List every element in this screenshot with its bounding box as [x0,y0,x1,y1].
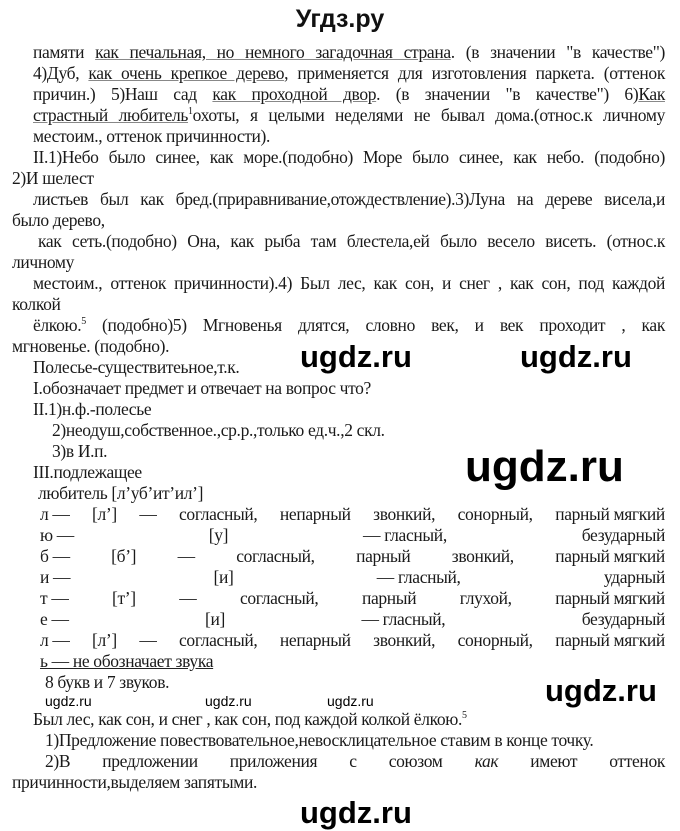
phonetic-cell: безударный [581,609,665,629]
phonetic-cell: [л’] [92,630,117,650]
phonetic-cell: — [177,546,195,566]
text-line: было дерево, [12,210,105,230]
phonetic-cell: ю — [40,525,74,545]
phonetic-row [40,588,665,609]
text-line: II.1)Небо было синее, как море.(подобно) Море было синее, как небо. (подобно) [33,147,665,167]
phonetic-cell: парный [356,546,411,566]
phonetic-cell: согласный, [179,630,258,650]
phonetic-cell: сонорный, [457,630,533,650]
text-line: 8 букв и 7 звуков. [45,672,170,692]
phonetic-cell: безударный [581,525,665,545]
phonetic-cell: [б’] [111,546,137,566]
text-line: 2)И шелест [12,168,94,188]
text-line: I.обозначает предмет и отвечает на вопрос что? [33,378,371,398]
phonetic-cell: е — [40,609,69,629]
phonetic-cell: — гласный, [376,567,461,587]
phonetic-cell: парный мягкий [555,546,665,566]
phonetic-cell: [т’] [112,588,136,608]
phonetic-cell: [и] [205,609,226,629]
phonetic-row [40,609,665,630]
text-line: 2)В предложении приложения с союзом как имеют оттенок [45,751,665,771]
watermark: ugdz.ru [45,693,92,709]
text-line: личному [12,252,75,272]
phonetic-cell: [л’] [92,504,117,524]
text-line: причинности,выделяем запятыми. [12,772,257,792]
phonetic-cell: звонкий, [451,546,514,566]
phonetic-cell: — [179,588,197,608]
phonetic-cell: — гласный, [361,609,446,629]
text-line: как сеть.(подобно) Она, как рыба там блестела,ей было весело висеть. (относ.к [38,231,665,251]
phonetic-cell: [у] [208,525,229,545]
text-line: местоим., оттенок причинности). [33,126,271,146]
phonetic-cell: звонкий, [373,504,436,524]
text-line: колкой [12,294,61,314]
phonetic-cell: парный мягкий [555,504,665,524]
text-line: листьев был как бред.(приравнивание,отождествление).3)Луна на дереве висела,и [33,189,665,209]
phonetic-cell: согласный, [179,504,258,524]
phonetic-row [40,504,665,525]
phonetic-cell: парный [361,588,417,608]
phonetic-row [40,546,665,567]
text-line: памяти как печальная, но немного загадочная страна. (в значении "в качестве") [33,42,665,62]
phonetic-cell: — [139,504,157,524]
phonetic-cell: звонкий, [373,630,436,650]
text-line: 1)Предложение повествовательное,невосклицательное ставим в конце точку. [45,730,594,750]
phonetic-cell: непарный [279,504,351,524]
phonetic-cell: парный мягкий [555,588,665,608]
phonetic-cell: парный мягкий [555,630,665,650]
watermark: ugdz.ru [327,693,374,709]
text-line: Полесье-существитеьное,т.к. [33,357,240,377]
text-line: Был лес, как сон, и снег , как сон, под каждой колкой ёлкою.$^5$ [33,709,467,729]
text-line: мгновенье. (подобно). [12,336,170,356]
phonetic-cell: — [139,630,157,650]
text-line: ь — не обозначает звука [40,651,214,671]
text-line: местоим., оттенок причинности).4) Был лес, как сон, и снег , как сон, под каждой [33,273,665,293]
text-line: II.1)н.ф.-полесье [33,399,152,419]
text-line: 3)в И.п. [52,441,108,461]
watermark: ugdz.ru [520,339,632,374]
watermark: ugdz.ru [205,693,252,709]
phonetic-cell: согласный, [239,588,319,608]
phonetic-cell: и — [40,567,71,587]
watermark: ugdz.ru [300,339,412,374]
phonetic-row [40,567,665,588]
phonetic-cell: б — [40,546,70,566]
text-line: ёлкою.$^5$ (подобно)5) Мгновенья длятся, словно век, и век проходит , как [33,315,665,335]
text-line: 2)неодуш,собственное.,ср.р.,только ед.ч.,2 скл. [52,420,385,440]
phonetic-row [40,525,665,546]
watermark: ugdz.ru [300,795,412,830]
phonetic-cell: — гласный, [363,525,447,545]
text-line: страстный любитель$^1$охоты, я целыми неделями не бывал дома.(относ.к личному [33,105,665,125]
phonetic-row [40,630,665,651]
watermark: ugdz.ru [545,673,657,708]
text-line: 4)Дуб, как очень крепкое дерево, применяется для изготовления паркета. (оттенок [33,63,665,83]
text-line: причин.) 5)Наш сад как проходной двор. (в значении "в качестве") 6)Как [33,84,665,104]
text-line: любитель [л’уб’ит’ил’] [38,483,204,503]
phonetic-cell: глухой, [459,588,512,608]
site-title: Угдз.ру [295,5,385,33]
phonetic-cell: согласный, [236,546,315,566]
phonetic-cell: л — [40,504,70,524]
text-line: III.подлежащее [33,462,142,482]
phonetic-cell: т — [40,588,69,608]
phonetic-cell: [и] [213,567,234,587]
phonetic-cell: л — [40,630,70,650]
phonetic-cell: непарный [279,630,351,650]
phonetic-cell: сонорный, [457,504,533,524]
phonetic-cell: ударный [603,567,665,587]
watermark: ugdz.ru [465,442,624,491]
